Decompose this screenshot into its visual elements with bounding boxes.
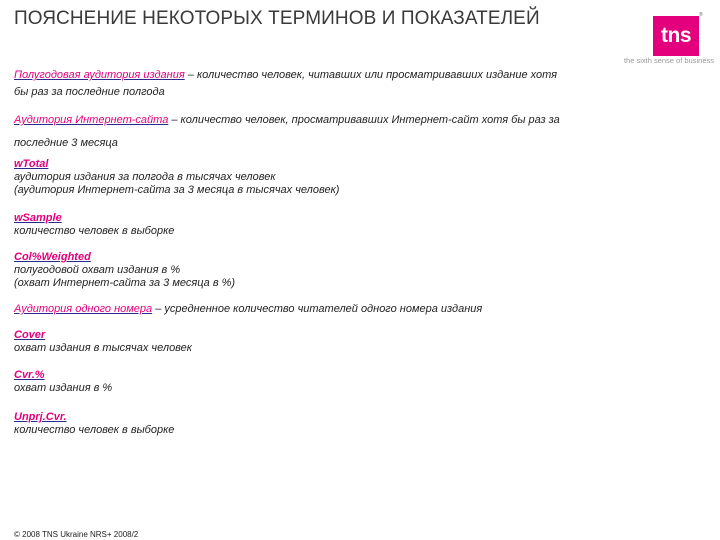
definition-line: (аудитория Интернет-сайта за 3 месяца в тысячах человек) <box>14 184 340 196</box>
definition-website-audience <box>14 109 704 155</box>
definition-cvr-percent <box>14 369 704 395</box>
definition-line: охват издания в тысячах человек <box>14 342 192 354</box>
term-cvr-percent[interactable]: Cvr.% <box>14 369 45 381</box>
definition-line <box>14 303 704 316</box>
term-cover[interactable]: Cover <box>14 329 46 341</box>
term-description: – количество человек, просматривавших Интернет-сайт хотя бы раз за <box>168 114 560 126</box>
definition-line: полугодовой охват издания в % <box>14 264 181 276</box>
definition-line: аудитория издания за полгода в тысячах человек <box>14 171 276 183</box>
term-description: – усредненное количество читателей одного номера издания <box>152 303 483 315</box>
definition-unprj-cvr <box>14 411 704 437</box>
term-issue-audience[interactable]: Аудитория одного номера <box>14 303 153 315</box>
definition-colweighted <box>14 251 704 290</box>
logo-text: tns <box>661 24 691 47</box>
term-unprj-cvr[interactable]: Unprj.Cvr. <box>14 411 67 423</box>
definition-line: последние 3 месяца <box>14 137 118 149</box>
term-half-year-audience[interactable]: Полугодовая аудитория издания <box>14 69 185 81</box>
definition-issue-audience <box>14 303 704 316</box>
definition-line: количество человек в выборке <box>14 424 175 436</box>
copyright-footer: © 2008 TNS Ukraine NRS+ 2008/2 <box>14 530 139 539</box>
definition-wtotal <box>14 158 704 197</box>
logo-tagline: the sixth sense of business <box>623 56 714 65</box>
definition-line: бы раз за последние полгода <box>14 86 165 98</box>
registered-mark: ® <box>699 12 703 18</box>
definition-half-year-audience <box>14 67 704 101</box>
definition-line <box>14 109 704 132</box>
term-wsample[interactable]: wSample <box>14 212 62 224</box>
definition-line: количество человек в выборке <box>14 225 175 237</box>
term-description: – количество человек, читавших или просматривавших издание хотя <box>184 69 558 81</box>
definition-cover <box>14 329 704 355</box>
term-colweighted[interactable]: Col%Weighted <box>14 251 91 263</box>
definition-line: охват издания в % <box>14 382 113 394</box>
definition-wsample <box>14 212 704 238</box>
term-website-audience[interactable]: Аудитория Интернет-сайта <box>14 114 169 126</box>
definition-line: (охват Интернет-сайта за 3 месяца в %) <box>14 277 236 289</box>
page-title: ПОЯСНЕНИЕ НЕКОТОРЫХ ТЕРМИНОВ И ПОКАЗАТЕЛЕЙ <box>14 8 540 29</box>
tns-logo <box>653 16 699 56</box>
term-wtotal[interactable]: wTotal <box>14 158 49 170</box>
definition-line <box>14 67 704 84</box>
